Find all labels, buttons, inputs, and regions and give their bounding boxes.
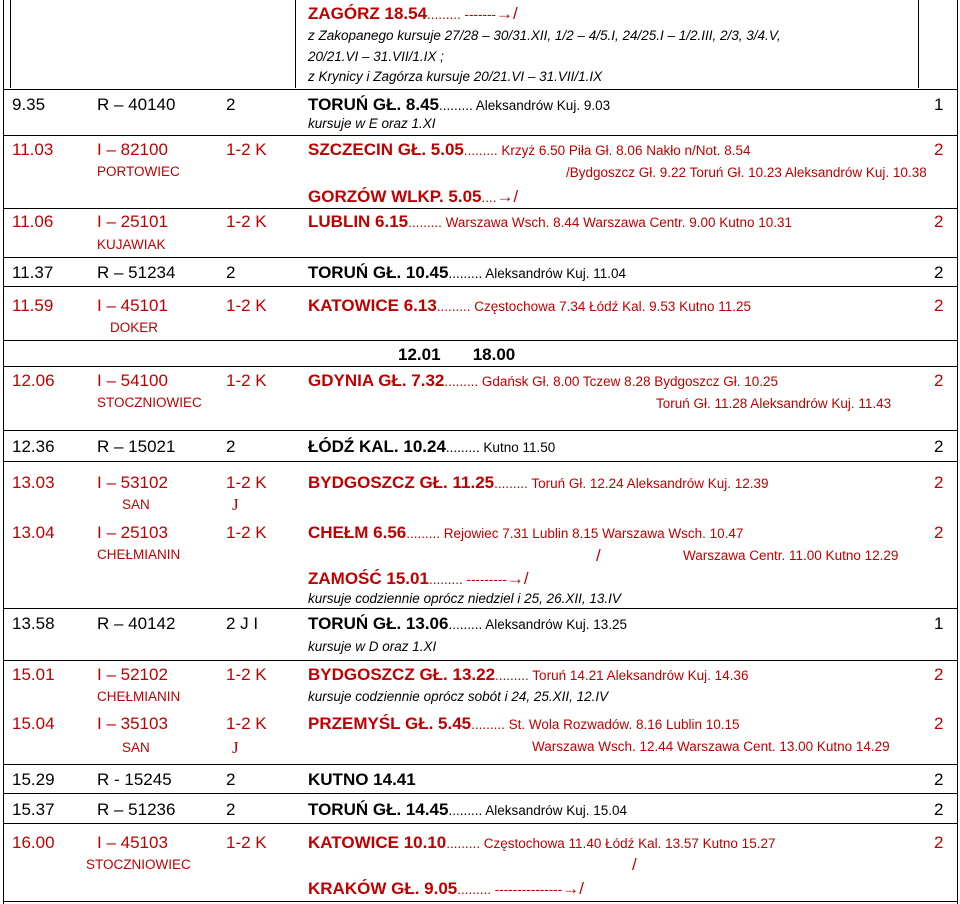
row-10-note: kursuje codziennie oprócz niedziel i 25, 26.XII, 13.IV (308, 591, 621, 606)
row-16-class: 1-2 K (226, 833, 267, 852)
row-1-time: 9.35 (12, 95, 46, 114)
row-13-car: 2 (934, 714, 944, 733)
row-8-destination: ŁÓDŹ KAL. 10.24......... Kutno 11.50 (308, 437, 556, 456)
row-7-destination: GDYNIA GŁ. 7.32......... Gdańsk Gł. 8.00 Tczew 8.28 Bydgoszcz Gł. 10.25 (308, 371, 779, 390)
row-9-mark: J (232, 495, 239, 514)
row-15-class: 2 (226, 800, 236, 819)
row-7-car: 2 (934, 371, 944, 390)
separator (3, 793, 958, 794)
row-3-destination: LUBLIN 6.15......... Warszawa Wsch. 8.44 Warszawa Centr. 9.00 Kutno 10.31 (308, 212, 793, 231)
row-3-car: 2 (934, 212, 944, 231)
row-10-stops-2: Warszawa Centr. 11.00 Kutno 12.29 (683, 548, 899, 563)
row-0-destination: ZAGÓRZ 18.54......... -------→/ (308, 4, 518, 23)
row-0-note-2: 20/21.VI – 31.VII/1.IX ; (308, 49, 444, 64)
separator (3, 823, 958, 824)
row-8-train: R – 15021 (97, 437, 176, 456)
row-16-destination: KATOWICE 10.10......... Częstochowa 11.40 Łódź Kal. 13.57 Kutno 15.27 (308, 833, 776, 852)
row-2-destination-2: GORZÓW WLKP. 5.05....→/ (308, 187, 519, 206)
border-inner-right (918, 0, 919, 88)
row-4-train: R – 51234 (97, 263, 176, 282)
separator (3, 257, 958, 258)
row-2-train: I – 82100 (97, 140, 168, 159)
row-14-train: R - 15245 (97, 770, 172, 789)
row-10-train: I – 25103 (97, 523, 168, 542)
row-2-train-name: PORTOWIEC (97, 164, 180, 179)
row-5-destination: KATOWICE 6.13......... Częstochowa 7.34 Łódź Kal. 9.53 Kutno 11.25 (308, 296, 751, 315)
row-10-time: 13.04 (12, 523, 55, 542)
row-7-class: 1-2 K (226, 371, 267, 390)
row-15-time: 15.37 (12, 800, 55, 819)
row-9-train: I – 53102 (97, 473, 168, 492)
row-2-destination: SZCZECIN GŁ. 5.05......... Krzyż 6.50 Piła Gł. 8.06 Nakło n/Not. 8.54 (308, 140, 751, 159)
border-inner-mid (295, 0, 296, 88)
row-3-time: 11.06 (12, 212, 54, 231)
row-2-car: 2 (934, 140, 944, 159)
separator (3, 608, 958, 609)
row-11-note: kursuje w D oraz 1.XI (308, 639, 437, 654)
row-4-class: 2 (226, 263, 236, 282)
row-4-destination: TORUŃ GŁ. 10.45......... Aleksandrów Kuj. 11.04 (308, 263, 627, 282)
row-10-class: 1-2 K (226, 523, 267, 542)
row-14-car: 2 (934, 770, 944, 789)
row-1-train: R – 40140 (97, 95, 176, 114)
separator (3, 660, 958, 661)
row-8-time: 12.36 (12, 437, 55, 456)
row-5-train: I – 45101 (97, 296, 168, 315)
row-13-stops-2: Warszawa Wsch. 12.44 Warszawa Cent. 13.00 Kutno 14.29 (532, 739, 890, 754)
row-8-car: 2 (934, 437, 944, 456)
row-7-stops-2: Toruń Gł. 11.28 Aleksandrów Kuj. 11.43 (656, 396, 892, 411)
row-16-car: 2 (934, 833, 944, 852)
separator (3, 901, 958, 902)
row-13-time: 15.04 (12, 714, 55, 733)
separator (3, 89, 958, 90)
row-13-train-name: SAN (122, 740, 150, 755)
row-12-train: I – 52102 (97, 665, 168, 684)
row-16-train-name: STOCZNIOWIEC (86, 857, 191, 872)
row-1-note: kursuje w E oraz 1.XI (308, 116, 436, 131)
separator (3, 366, 958, 367)
row-9-class: 1-2 K (226, 473, 267, 492)
row-16-train: I – 45103 (97, 833, 168, 852)
row-12-car: 2 (934, 665, 944, 684)
separator (3, 286, 958, 287)
row-5-car: 2 (934, 296, 944, 315)
row-10-car: 2 (934, 523, 944, 542)
row-9-car: 2 (934, 473, 944, 492)
row-14-time: 15.29 (12, 770, 55, 789)
row-16-slash: / (632, 855, 637, 874)
row-16-destination-2: KRAKÓW GŁ. 9.05......... ---------------→/ (308, 879, 584, 898)
row-11-class: 2 J I (226, 614, 259, 633)
row-12-time: 15.01 (12, 665, 55, 684)
row-12-destination: BYDGOSZCZ GŁ. 13.22......... Toruń 14.21 Aleksandrów Kuj. 14.36 (308, 665, 749, 684)
row-3-class: 1-2 K (226, 212, 267, 231)
row-5-train-name: DOKER (110, 320, 159, 335)
row-4-time: 11.37 (12, 263, 54, 282)
row-2-time: 11.03 (12, 140, 54, 159)
row-7-train-name: STOCZNIOWIEC (97, 395, 202, 410)
row-3-train: I – 25101 (97, 212, 168, 231)
row-11-train: R – 40142 (97, 614, 176, 633)
row-3-train-name: KUJAWIAK (97, 237, 166, 252)
separator (3, 764, 958, 765)
separator (3, 461, 958, 462)
row-11-destination: TORUŃ GŁ. 13.06......... Aleksandrów Kuj. 13.25 (308, 614, 628, 633)
row-13-train: I – 35103 (97, 714, 168, 733)
row-9-time: 13.03 (12, 473, 55, 492)
row-13-class: 1-2 K (226, 714, 267, 733)
row-11-car: 1 (934, 614, 944, 633)
row-9-train-name: SAN (122, 497, 150, 512)
row-10-train-name: CHEŁMIANIN (97, 547, 181, 562)
separator (3, 135, 958, 136)
border-inner-left (10, 0, 11, 88)
row-0-note-1: z Zakopanego kursuje 27/28 – 30/31.XII, 1/2 – 4/5.I, 24/25.I – 1/2.III, 2/3, 3/4.V, (308, 28, 781, 43)
row-7-time: 12.06 (12, 371, 55, 390)
row-14-class: 2 (226, 770, 236, 789)
row-8-class: 2 (226, 437, 236, 456)
row-13-destination: PRZEMYŚL GŁ. 5.45......... St. Wola Rozwadów. 8.16 Lublin 10.15 (308, 714, 740, 733)
row-9-destination: BYDGOSZCZ GŁ. 11.25......... Toruń Gł. 12.24 Aleksandrów Kuj. 12.39 (308, 473, 769, 492)
separator (3, 430, 958, 431)
row-7-train: I – 54100 (97, 371, 168, 390)
row-10-destination: CHEŁM 6.56......... Rejowiec 7.31 Lublin 8.15 Warszawa Wsch. 10.47 (308, 523, 744, 542)
row-0-note-3: z Krynicy i Zagórza kursuje 20/21.VI – 31.VII/1.IX (308, 69, 603, 84)
row-12-class: 1-2 K (226, 665, 267, 684)
row-12-note: kursuje codziennie oprócz sobót i 24, 25.XII, 12.IV (308, 689, 609, 704)
separator (3, 208, 958, 209)
row-5-class: 1-2 K (226, 296, 267, 315)
row-1-car: 1 (934, 95, 944, 114)
row-16-time: 16.00 (12, 833, 55, 852)
separator (3, 340, 958, 341)
row-5-time: 11.59 (12, 296, 54, 315)
row-15-car: 2 (934, 800, 944, 819)
row-10-slash: / (596, 546, 601, 565)
section-header: 12.01 18.00 (398, 345, 516, 364)
row-14-destination: KUTNO 14.41 (308, 770, 416, 789)
row-4-car: 2 (934, 263, 944, 282)
row-15-destination: TORUŃ GŁ. 14.45......... Aleksandrów Kuj. 15.04 (308, 800, 628, 819)
row-1-class: 2 (226, 95, 236, 114)
row-2-stops-2: /Bydgoszcz Gł. 9.22 Toruń Gł. 10.23 Aleksandrów Kuj. 10.38 (566, 165, 927, 180)
row-10-destination-2: ZAMOŚĆ 15.01......... ---------→/ (308, 569, 529, 588)
row-12-train-name: CHEŁMIANIN (97, 689, 181, 704)
row-1-destination: TORUŃ GŁ. 8.45......... Aleksandrów Kuj. 9.03 (308, 95, 611, 114)
row-15-train: R – 51236 (97, 800, 176, 819)
row-11-time: 13.58 (12, 614, 55, 633)
row-13-mark: J (232, 738, 239, 757)
row-2-class: 1-2 K (226, 140, 267, 159)
